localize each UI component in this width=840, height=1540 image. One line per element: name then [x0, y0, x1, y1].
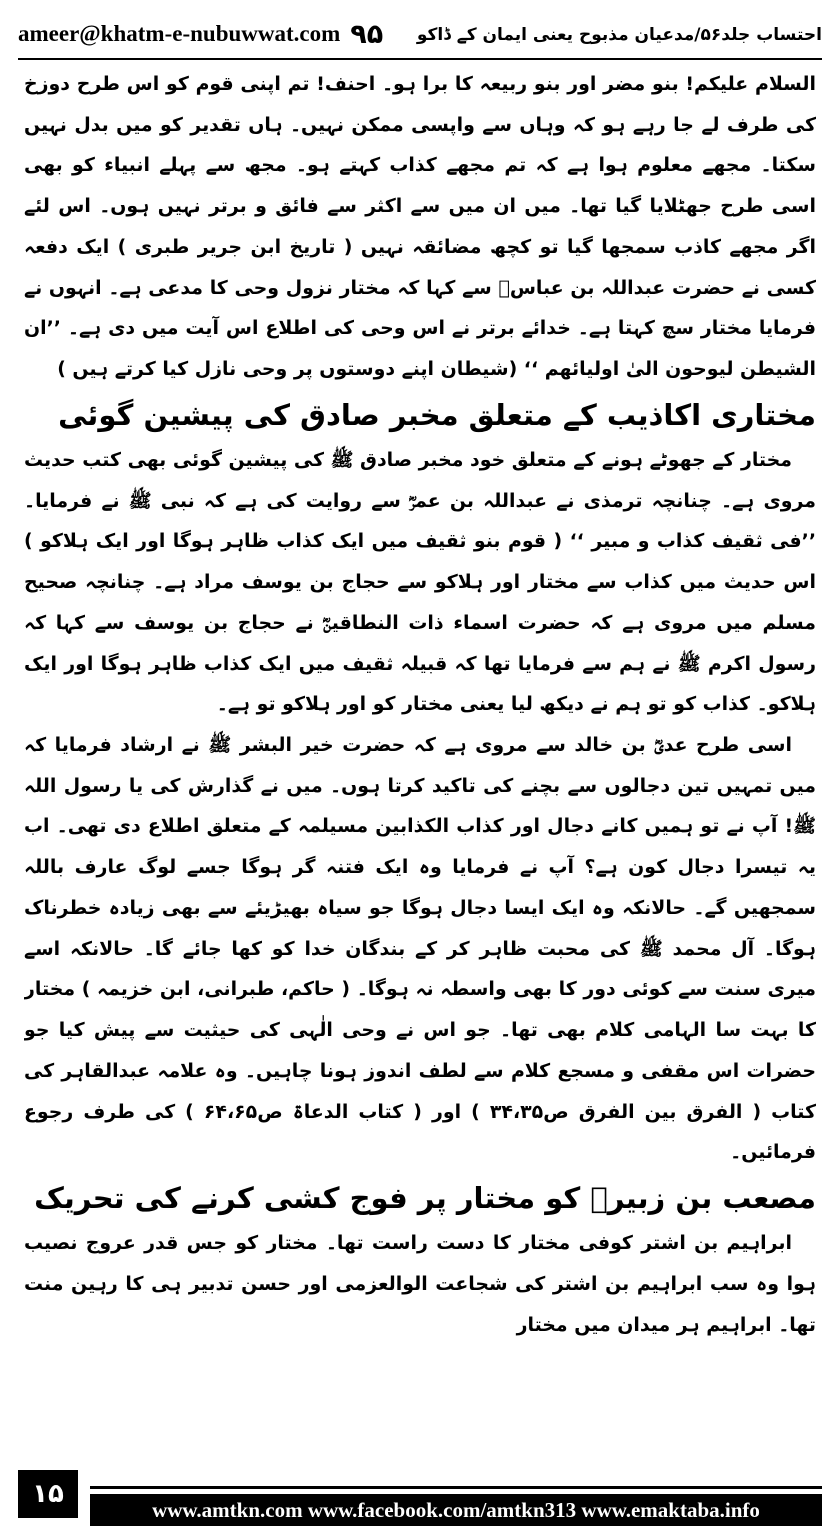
paragraph-three-dajjals: اسی طرح عدیؓ بن خالد سے مروی ہے کہ حضرت خیر البشر ﷺ نے ارشاد فرمایا کہ میں تمہیں تین دجالوں سے بچنے کی تاکید کرتا ہوں۔ میں نے گذارش کی یا رسول اللہ ﷺ! آپ نے تو ہمیں کانے دجال اور کذاب الکذابین مسیلمہ کے متعلق اطلاع دی تھی۔ اب یہ تیسرا دجال کون ہے؟ آپ نے فرمایا وہ ایک فتنہ گر ہوگا جسے لوگ عارف باللہ سمجھیں گے۔ حالانکہ وہ ایک ایسا دجال ہوگا جو سیاہ بھیڑیئے سے بھی زیادہ خطرناک ہوگا۔ آل محمد ﷺ کی محبت ظاہر کر کے بندگان خدا کو کھا جائے گا۔ حالانکہ اسے میری سنت سے کوئی دور کا بھی واسطہ نہ ہوگا۔ ( حاکم، طبرانی، ابن خزیمہ ) مختار کا بہت سا الہامی کلام بھی تھا۔ جو اس نے وحی الٰہی کی حیثیت سے پیش کیا جو حضرات اس مقفی و مسجع کلام سے لطف اندوز ہونا چاہیں۔ وہ علامہ عبدالقاہر کی کتاب ( الفرق بین الفرق ص۳۴،۳۵ ) اور ( کتاب الدعاۃ ص۶۴،۶۵ ) کی طرف رجوع فرمائیں۔ — [24, 734, 816, 1164]
page-number: ۹۵ — [350, 18, 384, 50]
paragraph-intro: السلام علیکم! بنو مضر اور بنو ربیعہ کا برا ہو۔ احنف! تم اپنی قوم کو اس طرح دوزخ کی طرف لے جا رہے ہو کہ وہاں سے واپسی ممکن نہیں۔ ہاں تقدیر کو میں بدل نہیں سکتا۔ مجھے معلوم ہوا ہے کہ تم مجھے کذاب کہتے ہو۔ مجھ سے پہلے انبیاء کو بھی اسی طرح جھٹلایا گیا تھا۔ میں ان میں سے اکثر سے فائق و برتر نہیں ہوں۔ اس لئے اگر مجھے کاذب سمجھا گیا تو کچھ مضائقہ نہیں ( تاریخ ابن جریر طبری ) ایک دفعہ کسی نے حضرت عبداللہ بن عباسؓ سے کہا کہ مختار نزول وحی کا مدعی ہے۔ انہوں نے فرمایا مختار سچ کہتا ہے۔ خدائے برتر نے اس وحی کی اطلاع اس آیت میں دی ہے۔ ’’ان الشیطن لیوحون الیٰ اولیائھم ‘‘ (شیطان اپنے دوستوں پر وحی نازل کیا کرتے ہیں ) — [24, 73, 816, 381]
header-email: ameer@khatm-e-nubuwwat.com — [18, 21, 341, 46]
section-heading-mukhtar-lies: مختاری اکاذیب کے متعلق مخبر صادق کی پیشین گوئی — [58, 397, 816, 432]
paragraph-ibrahim: ابراہیم بن اشتر کوفی مختار کا دست راست تھا۔ مختار کو جس قدر عروج نصیب ہوا وہ سب ابراہیم بن اشتر کی شجاعت الوالعزمی اور حسن تدبیر ہی کا رہین منت تھا۔ ابراہیم ہر میدان میں مختار — [24, 1232, 816, 1336]
paragraph-prophecy: مختار کے جھوٹے ہونے کے متعلق خود مخبر صادق ﷺ کی پیشین گوئی بھی کتب حدیث مروی ہے۔ چنانچہ ترمذی نے عبداللہ بن عمرؓ سے روایت کی ہے کہ نبی ﷺ نے فرمایا۔ ’’فی ثقیف کذاب و مبیر ‘‘ ( قوم بنو ثقیف میں ایک کذاب ظاہر ہوگا اور ایک ہلاکو ) اس حدیث میں کذاب سے مختار اور ہلاکو سے حجاج بن یوسف مراد ہے۔ چنانچہ صحیح مسلم میں مروی ہے کہ حضرت اسماء ذات النطاقینؓ نے حجاج بن یوسف سے کہا کہ رسول اکرم ﷺ نے ہم سے فرمایا تھا کہ قبیلہ ثقیف میں ایک کذاب ظاہر ہوگا اور ایک ہلاکو۔ کذاب کو تو ہم نے دیکھ لیا یعنی مختار کو اور ہلاکو تو ہے۔ — [24, 448, 816, 716]
footer-links: www.amtkn.com www.facebook.com/amtkn313 www.emaktaba.info — [90, 1494, 822, 1526]
footer-divider — [90, 1486, 822, 1489]
header-divider — [18, 58, 822, 60]
page-footer — [18, 1470, 822, 1526]
header-left — [18, 19, 383, 50]
footer-page-badge: ۱۵ — [18, 1470, 78, 1518]
page-header — [18, 14, 822, 54]
page-body — [24, 64, 816, 1462]
running-title: احتساب جلد۵۶/مدعیان مذبوح یعنی ایمان کے ڈاکو — [416, 24, 822, 45]
section-heading-musab: مصعب بن زبیرؓ کو مختار پر فوج کشی کرنے کی تحریک — [34, 1181, 816, 1216]
